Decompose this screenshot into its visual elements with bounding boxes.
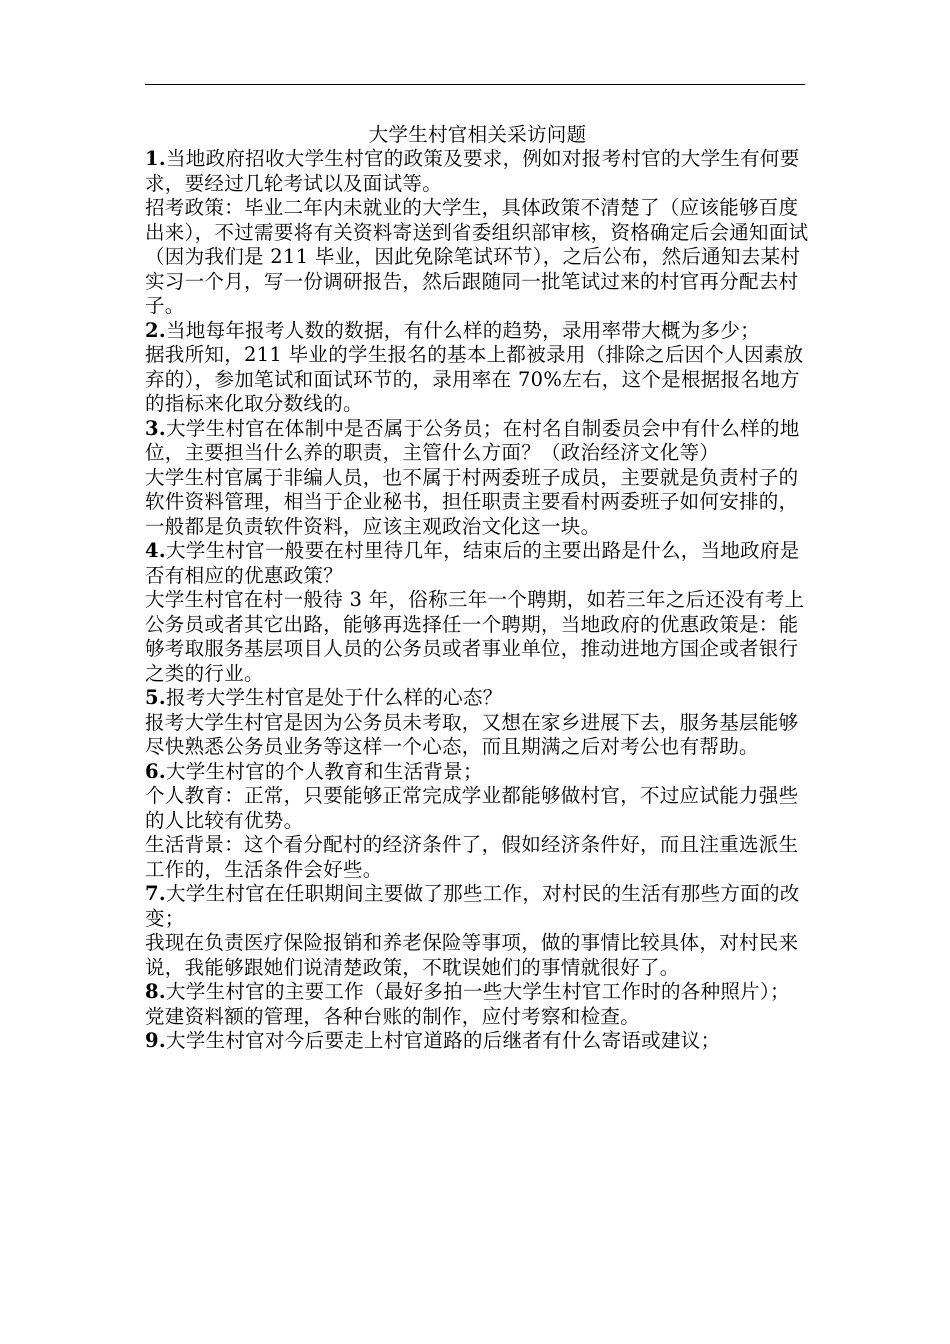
- question-number: 8.: [145, 980, 166, 1003]
- answer-7: 我现在负责医疗保险报销和养老保险等事项，做的事情比较具体，对村民来说，我能够跟她们说清楚政策，不耽误她们的事情就很好了。: [145, 931, 799, 979]
- question-2: [145, 319, 810, 344]
- question-4: [145, 539, 810, 588]
- question-text: 大学生村官对今后要走上村官道路的后继者有什么寄语或建议；: [165, 1029, 721, 1052]
- question-6: [145, 760, 810, 785]
- question-text: 当地政府招收大学生村官的政策及要求，例如对报考村官的大学生有何要求，要经过几轮考试以及面试等。: [145, 147, 800, 195]
- question-number: 2.: [145, 318, 166, 342]
- question-number: 5.: [145, 686, 166, 709]
- answer-6-background: 生活背景：这个看分配村的经济条件了，假如经济条件好，而且注重选派生工作的，生活条件会好些。: [145, 833, 799, 881]
- question-number: 3.: [145, 416, 166, 440]
- question-number: 7.: [145, 882, 166, 905]
- question-1: [145, 147, 810, 196]
- answer-6-education: 个人教育：正常，只要能够正常完成学业都能够做村官，不过应试能力强些的人比较有优势。: [145, 784, 799, 832]
- question-number: 6.: [145, 759, 166, 783]
- question-number: 1.: [145, 147, 166, 170]
- answer-2: 据我所知，211 毕业的学生报名的基本上都被录用（排除之后因个人因素放弃的），参加笔试和面试环节的，录用率在 70%左右，这个是根据报名地方的指标来化取分数线的。: [145, 343, 804, 415]
- question-5: [145, 686, 810, 711]
- document-body: [145, 122, 810, 1054]
- question-text: 大学生村官的主要工作（最好多拍一些大学生村官工作时的各种照片）；: [165, 980, 790, 1003]
- answer-3: 大学生村官属于非编人员，也不属于村两委班子成员，主要就是负责村子的软件资料管理，相当于企业秘书，担任职责主要看村两委班子如何安排的，一般都是负责软件资料，应该主观政治文化这一块。: [145, 465, 799, 538]
- question-text: 大学生村官的个人教育和生活背景；: [165, 759, 483, 783]
- document-title: 大学生村官相关采访问题: [368, 123, 587, 146]
- question-3: [145, 417, 810, 466]
- answer-5: 报考大学生村官是因为公务员未考取，又想在家乡进展下去，服务基层能够尽快熟悉公务员业务等这样一个心态，而且期满之后对考公也有帮助。: [145, 710, 799, 758]
- answer-1: 招考政策：毕业二年内未就业的大学生，具体政策不清楚了（应该能够百度出来），不过需要将有关资料寄送到省委组织部审核，资格确定后会通知面试（因为我们是 211 毕业，因此免除笔试环节），之后公布，然后通知去某村实习一个月，写一份调研报告，然后跟随同一批笔试过来的村官再分配去村子。: [145, 196, 809, 317]
- question-9: [145, 1029, 810, 1054]
- question-number: 9.: [145, 1029, 166, 1052]
- question-8: [145, 980, 810, 1005]
- question-text: 当地每年报考人数的数据，有什么样的趋势，录用率带大概为多少；: [165, 318, 760, 342]
- question-text: 大学生村官一般要在村里待几年，结束后的主要出路是什么，当地政府是否有相应的优惠政策？: [145, 539, 800, 587]
- answer-4: 大学生村官在村一般待 3 年，俗称三年一个聘期，如若三年之后还没有考上公务员或者其它出路，能够再选择任一个聘期，当地政府的优惠政策是：能够考取服务基层项目人员的公务员或者事业单位，推动进地方国企或者银行之类的行业。: [145, 588, 805, 685]
- question-number: 4.: [145, 539, 166, 562]
- question-7: [145, 882, 810, 931]
- question-text: 大学生村官在任职期间主要做了那些工作，对村民的生活有那些方面的改变；: [145, 882, 800, 930]
- answer-8: 党建资料额的管理，各种台账的制作，应付考察和检查。: [145, 1004, 641, 1028]
- header-rule: [145, 84, 805, 85]
- question-text: 大学生村官在体制中是否属于公务员；在村名自制委员会中有什么样的地位，主要担当什么养的职责，主管什么方面？（政治经济文化等）: [145, 416, 800, 464]
- question-text: 报考大学生村官是处于什么样的心态？: [165, 686, 503, 709]
